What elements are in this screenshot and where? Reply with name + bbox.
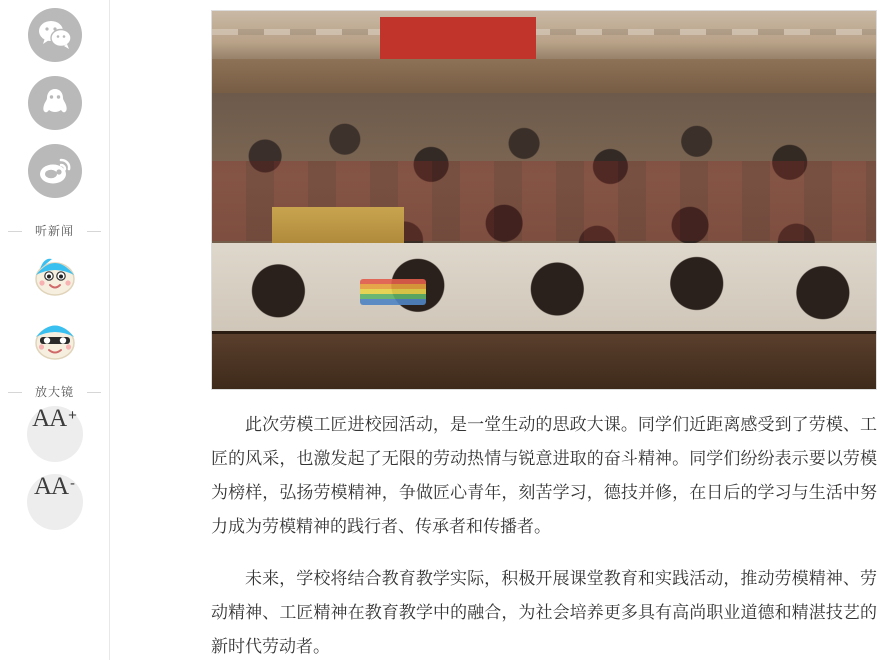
article-paragraph-1: 此次劳模工匠进校园活动，是一堂生动的思政大课。同学们近距离感受到了劳模、工匠的风采，也激发起了无限的劳动热情与锐意进取的奋斗精神。同学们纷纷表示要以劳模为榜样，弘扬劳模精神，争做匠心青年，刻苦学习，德技并修，在日后的学习与生活中努力成为劳模精神的践行者、传承者和传播者。 xyxy=(211,415,877,536)
article-photo xyxy=(211,10,877,390)
article-content xyxy=(110,0,885,660)
wechat-icon[interactable] xyxy=(28,8,82,62)
news-mascot-reader[interactable] xyxy=(28,309,82,363)
plus-icon: + xyxy=(68,407,77,424)
zoom-in-button[interactable] xyxy=(27,406,83,462)
article-paragraph-2: 未来，学校将结合教育教学实际，积极开展课堂教育和实践活动，推动劳模精神、劳动精神、工匠精神在教育教学中的融合，为社会培养更多具有高尚职业道德和精湛技艺的新时代劳动者。 xyxy=(211,569,877,656)
zoom-out-label: AA xyxy=(33,473,69,500)
photo-stage-front xyxy=(212,331,876,389)
minus-icon: - xyxy=(70,475,76,492)
photo-red-banner xyxy=(380,17,536,59)
weibo-icon[interactable] xyxy=(28,144,82,198)
news-mascot-speaker[interactable] xyxy=(28,245,82,299)
zoom-out-button[interactable] xyxy=(27,474,83,530)
photo-audience-front xyxy=(212,243,876,335)
photo-striped-sweater xyxy=(360,279,426,305)
listen-news-label: 听新闻 xyxy=(0,222,109,239)
photo-ceiling xyxy=(212,11,876,63)
magnifier-label: 放大镜 xyxy=(0,383,109,400)
qq-icon[interactable] xyxy=(28,76,82,130)
left-share-rail xyxy=(0,0,110,660)
zoom-in-label: AA xyxy=(32,405,67,432)
